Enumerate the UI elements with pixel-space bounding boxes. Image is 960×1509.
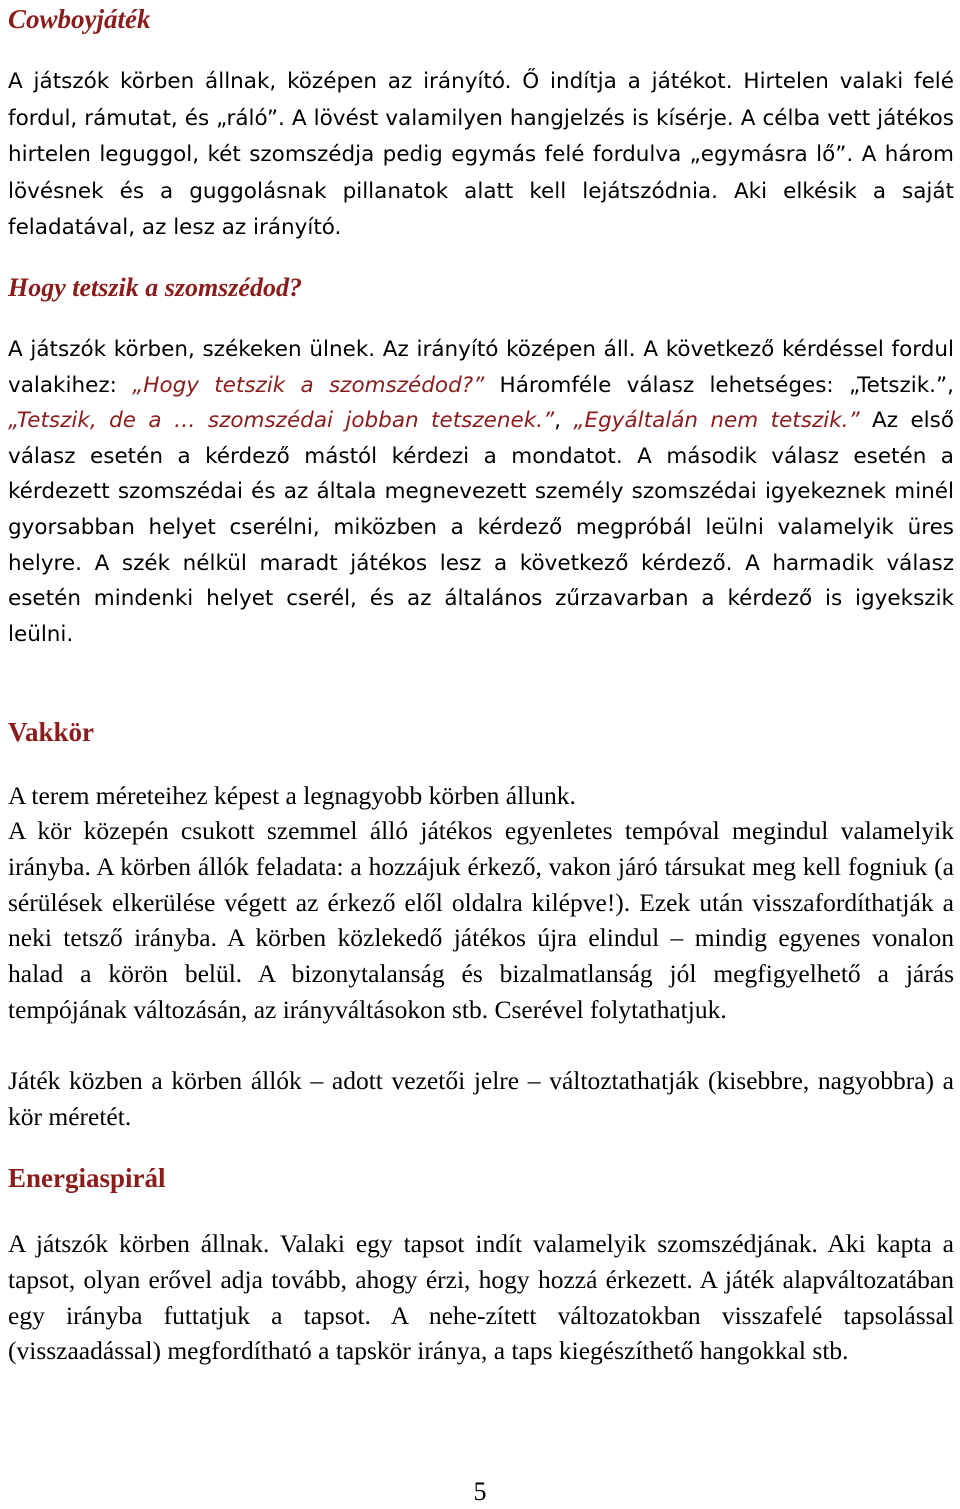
quote-answer-2: „Tetszik, de a … szomszédai jobban tetszenek.” [8,408,555,434]
paragraph-energiaspiral: A játszók körben állnak. Valaki egy tapsot indít valamelyik szomszédjának. Aki kapta a tapsot, olyan erővel adja tovább, ahogy érzi, hogy hozzá érkezett. A játék alapváltozatában egy irányba futtatjuk a tapsot. A nehe-zített változatokban visszafelé tapsolással (visszaadással) megfordítható a tapskör iránya, a taps kiegészíthető hangokkal stb. [8,1229,954,1366]
paragraph-hogy-tetszik [8,332,954,652]
paragraph-vakkor-1: A terem méreteihez képest a legnagyobb körben állunk. [8,781,576,810]
heading-cowboyjatek: Cowboyjáték [8,4,151,34]
text-run: , [554,408,574,434]
paragraph-vakkor-2: A kör közepén csukott szemmel álló játékos egyenletes tempóval megindul valamelyik irányba. A körben állók feladata: a hozzájuk érkező, vakon járó társukat meg kell fogniuk (a sérülések elkerülése végett az érkező elől oldalra kilépve!). Ezek után visszafordíthatják a neki tetsző irányba. A körben közlekedő játékos újra elindul – mindig egyenes vonalon halad a körön belül. A bizonytalanság és bizalmatlanság jól megfigyelhető a járás tempójának változásán, az irányváltásokon stb. Cserével folytathatjuk. [8,816,954,1024]
heading-energiaspiral: Energiaspirál [8,1163,166,1193]
paragraph-vakkor-3: Játék közben a körben állók – adott vezetői jelre – változtathatják (kisebbre, nagyobbra) a kör méretét. [8,1066,954,1131]
quote-answer-3: „Egyáltalán nem tetszik.” [573,408,860,434]
heading-vakkor: Vakkör [8,717,95,747]
text-run: A játszók körben, székeken ülnek. Az irányító középen áll. A következő kérdéssel fordul valakihez: [8,337,954,398]
text-run: Háromféle válasz lehetséges: „Tetszik.”, [484,372,954,398]
paragraph-cowboyjatek: A játszók körben állnak, középen az irányító. Ő indítja a játékot. Hirtelen valaki felé fordul, rámutat, és „ráló”. A lövést valamilyen hangjelzés is kísérje. A célba vett játékos hirtelen leguggol, két szomszédja pedig egymás felé fordulva „egymásra lő”. A három lövésnek és a guggolásnak pillanatok alatt kell lejátszódnia. Aki elkésik a saját feladatával, az lesz az irányító. [8,69,954,240]
page-number: 5 [473,1477,487,1506]
heading-hogy-tetszik: Hogy tetszik a szomszédod? [8,273,302,302]
text-run: Az első válasz esetén a kérdező mástól kérdezi a mondatot. A második válasz esetén a kérdezett szomszédai és az általa megnevezett személy szomszédai igyekeznek minél gyorsabban helyet cserélni, miközben a kérdező megpróbál leülni valamelyik üres helyre. A szék nélkül maradt játékos lesz a következő kérdező. A harmadik válasz esetén mindenki helyet cserél, és az általános zűrzavarban a kérdező is igyekszik leülni. [8,408,955,647]
quote-question: „Hogy tetszik a szomszédod?” [132,372,485,398]
